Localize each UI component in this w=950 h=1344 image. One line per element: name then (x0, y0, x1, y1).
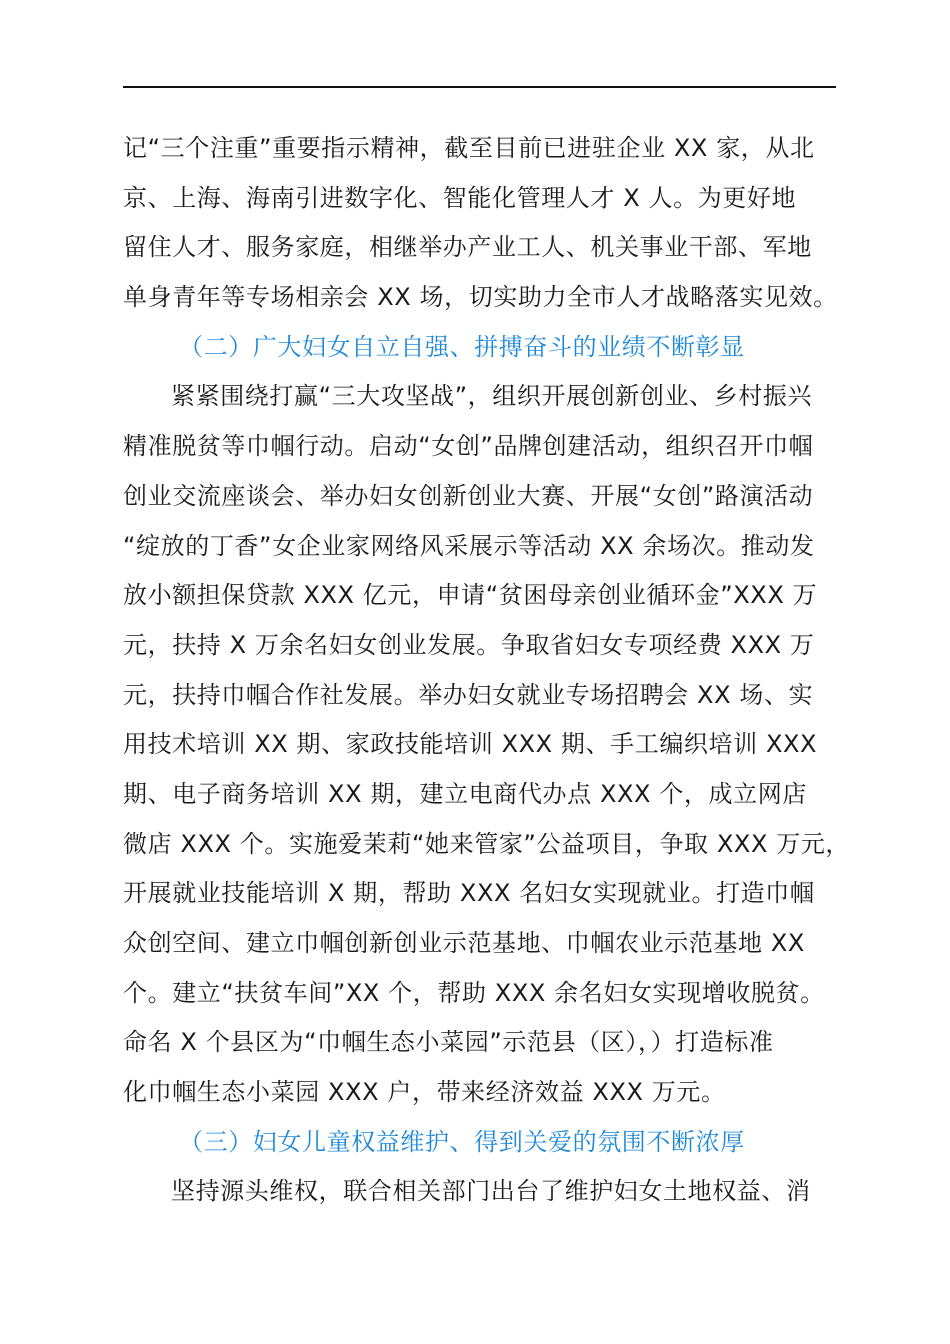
text-line: 创业交流座谈会、举办妇女创新创业大赛、开展“女创”路演活动 (123, 481, 814, 510)
text-line: 单身青年等专场相亲会 XX 场，切实助力全市人才战略落实见效。 (123, 283, 838, 312)
text-line: 京、上海、海南引进数字化、智能化管理人才 X 人。为更好地 (123, 183, 797, 212)
header-rule (123, 86, 836, 88)
section-heading-3: （三）妇女儿童权益维护、得到关爱的氛围不断浓厚 (179, 1127, 745, 1156)
text-line: 众创空间、建立巾帼创新创业示范基地、巾帼农业示范基地 XX (123, 929, 805, 957)
text-line: 放小额担保贷款 XXX 亿元，申请“贫困母亲创业循环金”XXX 万 (123, 581, 818, 610)
document-body (123, 124, 851, 1217)
paragraph-first-line: 紧紧围绕打赢“三大攻坚战”，组织开展创新创业、乡村振兴 (171, 382, 813, 411)
text-line: 命名 X 个县区为“巾帼生态小菜园”示范县（区），）打造标准 (123, 1028, 774, 1057)
text-line: 期、电子商务培训 XX 期，建立电商代办点 XXX 个，成立网店 (123, 779, 807, 808)
section-heading-2: （二）广大妇女自立自强、拼搏奋斗的业绩不断彰显 (179, 332, 745, 361)
text-line: 元，扶持 X 万余名妇女创业发展。争取省妇女专项经费 XXX 万 (123, 630, 815, 659)
text-line: 用技术培训 XX 期、家政技能培训 XXX 期、手工编织培训 XXX (123, 730, 818, 759)
paragraph-first-line: 坚持源头维权，联合相关部门出台了维护妇女土地权益、消 (171, 1177, 811, 1206)
text-line: 记“三个注重”重要指示精神，截至目前已进驻企业 XX 家，从北 (123, 134, 815, 162)
text-line: 元，扶持巾帼合作社发展。举办妇女就业专场招聘会 XX 场、实 (123, 680, 814, 709)
text-line: 个。建立“扶贫车间”XX 个，帮助 XXX 余名妇女实现增收脱贫。 (123, 978, 825, 1007)
text-line: 微店 XXX 个。实施爱茉莉“她来管家”公益项目，争取 XXX 万元， (123, 829, 851, 858)
text-line: “绽放的丁香”女企业家网络风采展示等活动 XX 余场次。推动发 (123, 531, 815, 560)
text-line: 留住人才、服务家庭，相继举办产业工人、机关事业干部、军地 (123, 233, 812, 262)
text-line: 化巾帼生态小菜园 XXX 户，带来经济效益 XXX 万元。 (123, 1078, 726, 1107)
text-line: 开展就业技能培训 X 期，帮助 XXX 名妇女实现就业。打造巾帼 (123, 879, 815, 908)
text-line: 精准脱贫等巾帼行动。启动“女创”品牌创建活动，组织召开巾帼 (123, 432, 814, 461)
